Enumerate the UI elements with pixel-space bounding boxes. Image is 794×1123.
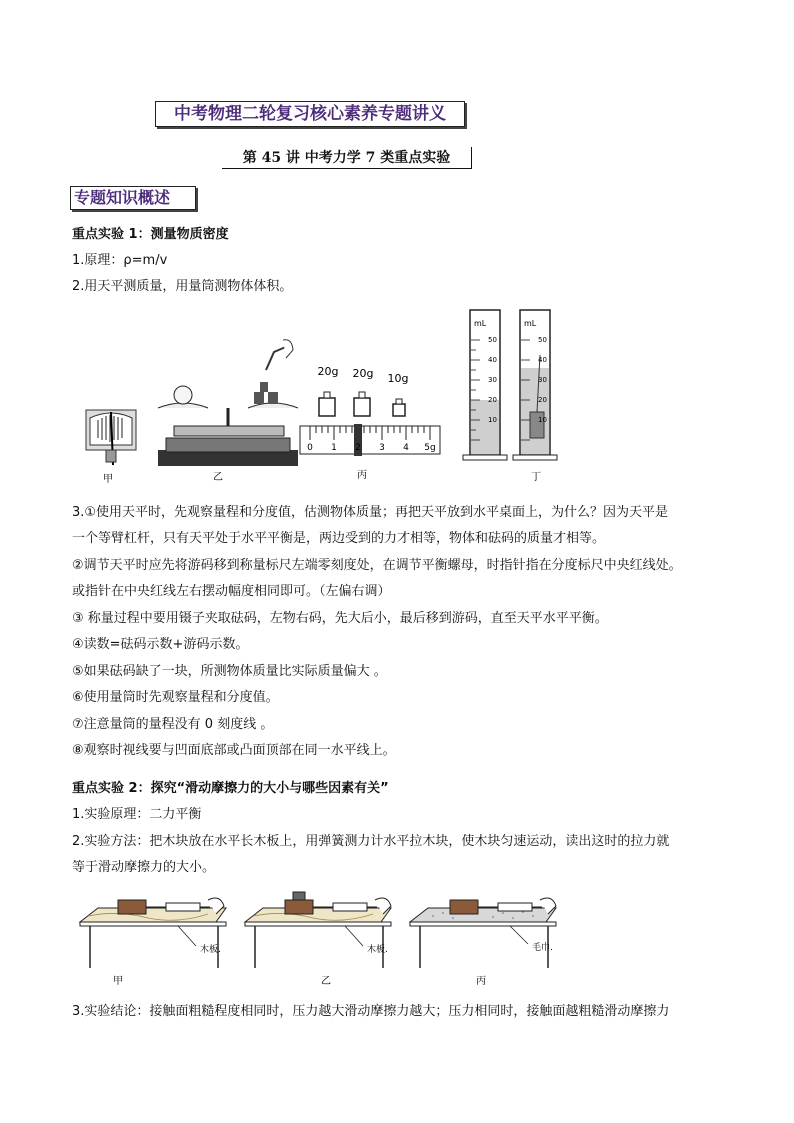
- density-figure: [78, 300, 568, 490]
- exp2-principle: 1.实验原理：二力平衡: [72, 807, 202, 822]
- section-title: 专题知识概述: [70, 186, 196, 210]
- cyl1-tick-20: 20: [488, 396, 497, 404]
- surface-label-towel: 毛巾.: [532, 943, 553, 953]
- exp2-method-a: 2.实验方法：把木块放在水平长木板上，用弹簧测力计水平拉木块，使木块匀速运动，读出这时的拉力就: [72, 834, 670, 849]
- cylinder-left: [463, 310, 507, 460]
- friction-setup-jia: [80, 898, 226, 968]
- slider-ruler: [300, 424, 440, 456]
- exp1-note-7: ⑤如果砝码缺了一块，所测物体质量比实际质量偏大 。: [72, 664, 387, 679]
- cyl2-tick-20: 20: [538, 396, 547, 404]
- surface-label-board1: 木板.: [200, 945, 221, 955]
- exp1-heading: 重点实验 1：测量物质密度: [72, 227, 229, 242]
- friction-label-jia: 甲: [113, 976, 123, 987]
- exp1-note-10: ⑧观察时视线要与凹面底部或凸面顶部在同一水平线上。: [72, 743, 396, 758]
- weights-figure: [318, 365, 409, 416]
- exp1-note-3b: 一个等臂杠杆，只有天平处于水平平衡是，两边受到的力才相等，物体和砝码的质量才相等。: [72, 531, 606, 546]
- cyl2-tick-40: 40: [538, 356, 547, 364]
- exp1-note-8: ⑥使用量筒时先观察量程和分度值。: [72, 690, 279, 705]
- page-title: 中考物理二轮复习核心素养专题讲义: [155, 101, 465, 127]
- exp1-note-6: ④读数=砝码示数+游码示数。: [72, 637, 249, 652]
- cyl2-tick-30: 30: [538, 376, 547, 384]
- ruler-tick-2: 2: [355, 443, 361, 453]
- pointer-scale-figure: [86, 410, 136, 465]
- ruler-tick-0: 0: [307, 443, 313, 453]
- friction-setup-bing: [410, 898, 556, 968]
- fig-label-yi: 乙: [213, 472, 223, 483]
- exp1-method: 2.用天平测质量，用量筒测物体体积。: [72, 279, 293, 294]
- friction-label-yi: 乙: [321, 976, 331, 987]
- cyl1-tick-10: 10: [488, 416, 497, 424]
- surface-label-board2: 木板.: [367, 945, 388, 955]
- exp1-note-5: ③ 称量过程中要用镊子夹取砝码，左物右码，先大后小，最后移到游码，直至天平水平平衡。: [72, 611, 608, 626]
- cyl2-unit: mL: [524, 319, 537, 328]
- fig-label-jia: 甲: [103, 474, 113, 485]
- exp2-method-b: 等于滑动摩擦力的大小。: [72, 860, 216, 875]
- ruler-tick-5: 5g: [424, 443, 436, 453]
- exp1-principle: 1.原理：ρ=m/v: [72, 253, 168, 268]
- exp1-note-9: ⑦注意量筒的量程没有 0 刻度线 。: [72, 717, 274, 732]
- weight-label-1: 20g: [317, 365, 339, 378]
- exp2-conclusion: 3.实验结论：接触面粗糙程度相同时，压力越大滑动摩擦力越大；压力相同时，接触面越粗糙滑动摩擦力: [72, 1004, 670, 1019]
- weight-label-3: 10g: [387, 372, 409, 385]
- exp1-note-4b: 或指针在中央红线左右摆动幅度相同即可。（左偏右调）: [72, 584, 391, 599]
- exp1-note-4a: ②调节天平时应先将游码移到称量标尺左端零刻度处，在调节平衡螺母，时指针指在分度标尺中央红线处。: [72, 558, 682, 573]
- cylinder-right: [513, 310, 557, 460]
- cyl1-tick-50: 50: [488, 336, 497, 344]
- balance-figure: [158, 340, 298, 466]
- ruler-tick-3: 3: [379, 443, 385, 453]
- weight-label-2: 20g: [352, 367, 374, 380]
- exp2-heading: 重点实验 2：探究“滑动摩擦力的大小与哪些因素有关”: [72, 781, 389, 796]
- cyl1-tick-30: 30: [488, 376, 497, 384]
- ruler-tick-4: 4: [403, 443, 409, 453]
- cyl2-tick-10: 10: [538, 416, 547, 424]
- cyl2-tick-50: 50: [538, 336, 547, 344]
- ruler-tick-1: 1: [331, 443, 337, 453]
- friction-figure: [78, 880, 738, 990]
- exp1-note-3a: 3.①使用天平时，先观察量程和分度值，估测物体质量；再把天平放到水平桌面上，为什么？因为天平是: [72, 505, 669, 520]
- cyl1-tick-40: 40: [488, 356, 497, 364]
- fig-label-ding: 丁: [531, 472, 541, 483]
- lecture-subtitle: 第 45 讲 中考力学 7 类重点实验: [222, 147, 472, 169]
- friction-setup-yi: [245, 892, 391, 968]
- fig-label-bing: 丙: [357, 470, 367, 481]
- cyl1-unit: mL: [474, 319, 487, 328]
- friction-label-bing: 丙: [476, 976, 486, 987]
